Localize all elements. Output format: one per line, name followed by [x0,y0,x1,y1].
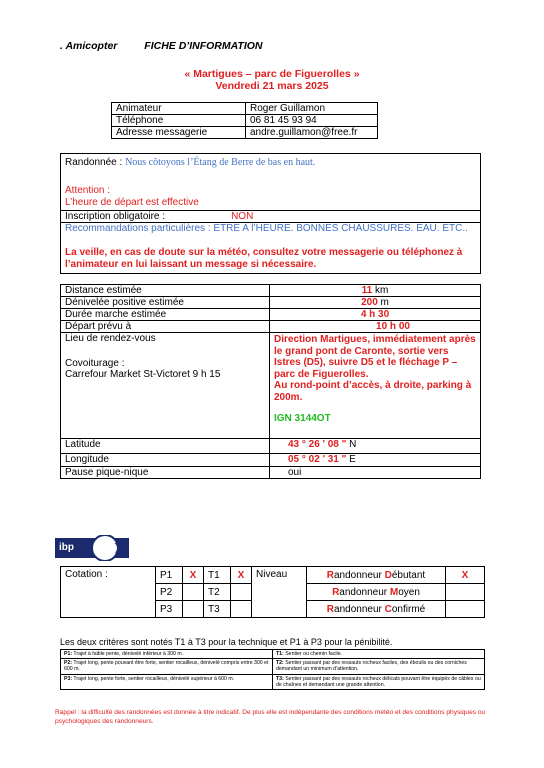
table-row [61,285,481,297]
duree-value: 4 h 30 [270,309,481,321]
rando-label: Randonnée : [65,157,126,168]
veille-note: La veille, en cas de doute sur la météo, consultez votre messagerie ou téléphonez à l’animateur en lui laissant un message si nécessaire. [65,247,463,270]
level-debutant: Randonneur Débutant [307,567,446,584]
cotation-table [60,566,485,618]
denivele-unit: m [377,297,389,308]
rando-date: Vendredi 21 mars 2025 [215,80,329,92]
t2-mark [231,584,252,601]
duree-label: Durée marche estimée [61,309,270,321]
rando-description: Nous côtoyons l’Étang de Berre de bas en haut. [125,157,316,168]
table-row [61,297,481,309]
org-name: . Amicopter [60,40,118,52]
rond-point-text: Au rond-point d’accès, à droite, parking à 200m. [274,380,472,403]
contact-value[interactable]: andre.guillamon@free.fr [246,127,378,139]
distance-unit: km [372,285,389,296]
table-row [61,567,485,584]
table-row [61,321,481,333]
criteria-note: Les deux critères sont notés T1 à T3 pour la technique et P1 à P3 pour la pénibilité. [60,637,393,647]
p2-mark [183,584,204,601]
attention-label: Attention : [65,185,111,196]
criteria-t2: T2: Sentier passant par des ressauts rocheux faciles, des éboulis ou des corniches demandant un minimum d’attention. [273,659,485,674]
table-row [61,659,485,674]
criteria-p2: P2: Trajet long, pente pouvant être forte, sentier rocailleux, dénivelé compris entre 300 et 600 m. [61,659,273,674]
criteria-p1: P1: Trajet à faible pente, dénivelé inférieur à 300 m. [61,650,273,659]
contact-row [112,127,378,139]
latitude-dir: N [346,439,357,450]
doc-header [60,40,263,52]
inscription-value: NON [231,211,254,222]
cotation-label: Cotation : [61,567,156,618]
rando-title: « Martigues – parc de Figuerolles » [184,68,360,80]
t1-mark: X [231,567,252,584]
info-block [60,153,481,274]
t3-mark [231,601,252,618]
longitude-label: Longitude [61,454,270,467]
logo-text: ibp [59,542,74,553]
p3-mark [183,601,204,618]
latitude-value: 43 ° 26 ' 08 " [288,439,347,450]
recommandations: Recommandations particulières : ETRE A l’HEURE. BONNES CHAUSSURES. EAU. ETC.. [65,223,468,234]
level-moyen-mark [446,584,485,601]
contact-value: 06 81 45 93 94 [246,115,378,127]
t2-cell: T2 [204,584,231,601]
contact-row [112,103,378,115]
level-moyen: Randonneur Moyen [307,584,446,601]
depart-value: 10 h 00 [270,321,481,333]
inscription-label: Inscription obligatoire : [65,211,166,222]
level-confirme-mark [446,601,485,618]
criteria-table [60,649,485,690]
distance-value: 11 [361,285,373,296]
p2-cell: P2 [156,584,183,601]
niveau-label: Niveau [252,567,307,618]
denivele-label: Dénivelée positive estimée [61,297,270,309]
depart-label: Départ prévu à [61,321,270,333]
direction-text: Direction Martigues, immédiatement après le grand pont de Caronte, sortie vers Istres (D5), suivre D5 et le fléchage P – parc de Figuerolles. [274,334,476,380]
ign-map: IGN 3144OT [274,413,331,424]
distance-label: Distance estimée [61,285,270,297]
pause-value: oui [270,467,481,479]
p1-cell: P1 [156,567,183,584]
doc-type: FICHE D’INFORMATION [144,40,263,52]
criteria-p3: P3: Trajet long, pente forte, sentier rocailleux, dénivelé supérieur à 600 m. [61,674,273,689]
contact-label: Animateur [112,103,246,115]
contact-value: Roger Guillamon [246,103,378,115]
contact-label: Adresse messagerie [112,127,246,139]
longitude-dir: E [346,454,356,465]
contact-label: Téléphone [112,115,246,127]
ibp-logo [55,535,129,561]
table-row [61,650,485,659]
criteria-t1: T1: Sentier ou chemin facile. [273,650,485,659]
details-table [60,284,481,479]
p3-cell: P3 [156,601,183,618]
criteria-t3: T3: Sentier passant par des ressauts rocheux délicats pouvant être équipés de câbles ou de chaînes et demandant une grande attention. [273,674,485,689]
p1-mark: X [183,567,204,584]
denivele-value: 200 [361,297,378,308]
table-row [61,467,481,479]
longitude-value: 05 ° 02 ' 31 " [288,454,347,465]
table-row [61,439,481,454]
table-row [61,309,481,321]
rdv-label: Lieu de rendez-vous [65,333,156,344]
table-row [61,333,481,439]
rappel-note: Rappel : la difficulté des randonnées est donnée à titre indicatif. De plus elle est indépendante des conditions météo et des conditions physiques ou psychologiques des randonneurs. [55,709,486,725]
level-confirme: Randonneur Confirmé [307,601,446,618]
table-row [61,674,485,689]
latitude-label: Latitude [61,439,270,454]
t1-cell: T1 [204,567,231,584]
contact-row [112,115,378,127]
covoit-label: Covoiturage : [65,358,125,369]
covoit-value: Carrefour Market St-Victoret 9 h 15 [65,369,221,380]
contact-table [111,102,378,139]
attention-value: L’heure de départ est effective [65,197,199,208]
pause-label: Pause pique-nique [61,467,270,479]
table-row [61,454,481,467]
t3-cell: T3 [204,601,231,618]
level-debutant-mark: X [446,567,485,584]
